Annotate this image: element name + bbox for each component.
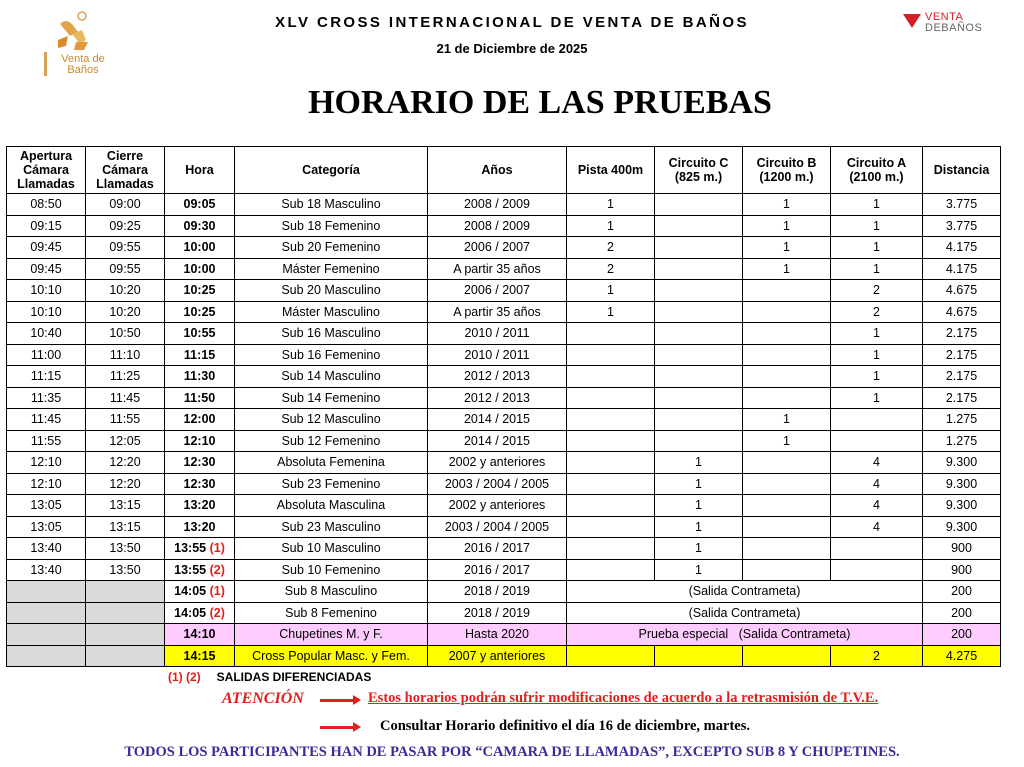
- column-header: Años: [428, 147, 567, 194]
- column-header: Circuito B (1200 m.): [743, 147, 831, 194]
- hora-time: 11:50: [183, 390, 216, 405]
- table-row: [7, 194, 1001, 216]
- cell-apertura: 11:00: [7, 344, 86, 366]
- cell-categoria: Sub 14 Masculino: [235, 366, 428, 388]
- cell-apertura: 13:05: [7, 516, 86, 538]
- cell-apertura: [7, 602, 86, 624]
- hora-time: 09:30: [183, 218, 216, 233]
- hora-mark: (2): [209, 605, 225, 620]
- cell-anos: 2003 / 2004 / 2005: [428, 516, 567, 538]
- hora-time: 13:55: [174, 562, 207, 577]
- cell-hora: [165, 430, 235, 452]
- table-row: [7, 323, 1001, 345]
- cell-anos: 2010 / 2011: [428, 344, 567, 366]
- cell-apertura: 10:40: [7, 323, 86, 345]
- cell-cierre: 11:55: [86, 409, 165, 431]
- schedule-table: [6, 146, 1001, 667]
- cell-categoria: Máster Femenino: [235, 258, 428, 280]
- cell-cierre: 11:25: [86, 366, 165, 388]
- table-row: [7, 581, 1001, 603]
- cell-cierre: 12:05: [86, 430, 165, 452]
- hora-time: 13:55: [174, 541, 207, 556]
- table-row: [7, 258, 1001, 280]
- cell-hora: [165, 624, 235, 646]
- cell-apertura: 11:15: [7, 366, 86, 388]
- cell-circuito-a: 4: [831, 473, 923, 495]
- cell-circuito-c: [655, 215, 743, 237]
- hora-mark: (1): [209, 541, 225, 556]
- cell-circuito-b: 1: [743, 430, 831, 452]
- cell-circuito-a: 2: [831, 301, 923, 323]
- cell-distancia: 2.175: [923, 344, 1001, 366]
- cell-distancia: 4.175: [923, 258, 1001, 280]
- cell-pista: [567, 430, 655, 452]
- hora-time: 14:05: [174, 584, 207, 599]
- cell-pista: 1: [567, 301, 655, 323]
- hora-time: 09:05: [183, 197, 216, 212]
- cell-anos: 2006 / 2007: [428, 280, 567, 302]
- cell-anos: 2016 / 2017: [428, 538, 567, 560]
- table-row: [7, 215, 1001, 237]
- hora-mark: (1): [209, 584, 225, 599]
- hora-time: 12:30: [183, 455, 216, 470]
- cell-cierre: 11:45: [86, 387, 165, 409]
- cell-anos: 2002 y anteriores: [428, 452, 567, 474]
- hora-time: 10:00: [183, 261, 216, 276]
- table-row: [7, 237, 1001, 259]
- cell-anos: 2014 / 2015: [428, 409, 567, 431]
- cell-hora: [165, 645, 235, 667]
- cell-pista: 2: [567, 237, 655, 259]
- column-header: Pista 400m: [567, 147, 655, 194]
- cell-circuito-c: [655, 194, 743, 216]
- cell-distancia: 9.300: [923, 452, 1001, 474]
- cell-cierre: [86, 581, 165, 603]
- cell-distancia: 200: [923, 602, 1001, 624]
- hora-time: 12:10: [183, 433, 216, 448]
- cell-cierre: 10:50: [86, 323, 165, 345]
- cell-distancia: 9.300: [923, 516, 1001, 538]
- cell-circuito-b: 1: [743, 237, 831, 259]
- hora-time: 11:30: [183, 369, 216, 384]
- cell-distancia: 4.275: [923, 645, 1001, 667]
- cell-anos: 2014 / 2015: [428, 430, 567, 452]
- table-row: [7, 430, 1001, 452]
- cell-hora: [165, 258, 235, 280]
- cell-categoria: Absoluta Masculina: [235, 495, 428, 517]
- cell-distancia: 200: [923, 624, 1001, 646]
- cell-circuito-a: 1: [831, 323, 923, 345]
- cell-categoria: Sub 16 Masculino: [235, 323, 428, 345]
- cell-anos: 2016 / 2017: [428, 559, 567, 581]
- cell-pista: 1: [567, 215, 655, 237]
- table-row: [7, 495, 1001, 517]
- cell-circuito-b: [743, 473, 831, 495]
- cell-cierre: 09:55: [86, 237, 165, 259]
- cell-cierre: 09:55: [86, 258, 165, 280]
- cell-circuito-c: 1: [655, 495, 743, 517]
- cell-anos: 2008 / 2009: [428, 194, 567, 216]
- hora-time: 14:05: [174, 605, 207, 620]
- cell-categoria: Sub 20 Femenino: [235, 237, 428, 259]
- cell-pista: [567, 495, 655, 517]
- table-row: [7, 409, 1001, 431]
- cell-categoria: Máster Masculino: [235, 301, 428, 323]
- column-header: Categoría: [235, 147, 428, 194]
- cell-hora: [165, 194, 235, 216]
- cell-anos: 2010 / 2011: [428, 323, 567, 345]
- cell-apertura: 09:45: [7, 237, 86, 259]
- cell-anos: 2012 / 2013: [428, 387, 567, 409]
- cell-anos: A partir 35 años: [428, 301, 567, 323]
- cell-anos: 2008 / 2009: [428, 215, 567, 237]
- cell-pista: [567, 387, 655, 409]
- cell-categoria: Chupetines M. y F.: [235, 624, 428, 646]
- hora-time: 10:55: [183, 326, 216, 341]
- salidas-note: [168, 670, 371, 684]
- cell-hora: [165, 280, 235, 302]
- cell-circuito-b: 1: [743, 409, 831, 431]
- column-header: Apertura Cámara Llamadas: [7, 147, 86, 194]
- cell-hora: [165, 409, 235, 431]
- cell-apertura: 11:45: [7, 409, 86, 431]
- cell-circuito-a: 4: [831, 452, 923, 474]
- cell-distancia: 2.175: [923, 387, 1001, 409]
- cell-circuito-c: 1: [655, 559, 743, 581]
- cell-pista: 2: [567, 258, 655, 280]
- cell-apertura: 13:40: [7, 559, 86, 581]
- cell-apertura: 13:05: [7, 495, 86, 517]
- cell-apertura: 12:10: [7, 452, 86, 474]
- hora-time: 14:10: [183, 627, 216, 642]
- cell-circuito-c: [655, 280, 743, 302]
- cell-circuito-a: 1: [831, 237, 923, 259]
- cell-pista: [567, 559, 655, 581]
- cell-apertura: 09:45: [7, 258, 86, 280]
- cell-circuito-a: 2: [831, 645, 923, 667]
- cell-circuito-a: 1: [831, 344, 923, 366]
- cell-apertura: [7, 624, 86, 646]
- cell-circuito-c: 1: [655, 538, 743, 560]
- cell-circuito-a: 1: [831, 258, 923, 280]
- cell-circuito-a: 1: [831, 366, 923, 388]
- cell-circuito-b: 1: [743, 215, 831, 237]
- cell-cierre: 12:20: [86, 452, 165, 474]
- hora-time: 13:20: [183, 498, 216, 513]
- cell-circuito-b: [743, 387, 831, 409]
- cell-cierre: [86, 624, 165, 646]
- column-header: Distancia: [923, 147, 1001, 194]
- hora-time: 14:15: [183, 648, 216, 663]
- cell-apertura: 10:10: [7, 301, 86, 323]
- cell-anos: 2012 / 2013: [428, 366, 567, 388]
- cell-distancia: 4.675: [923, 280, 1001, 302]
- cell-categoria: Sub 10 Femenino: [235, 559, 428, 581]
- cell-categoria: Sub 20 Masculino: [235, 280, 428, 302]
- cell-circuito-b: 1: [743, 194, 831, 216]
- table-row: [7, 602, 1001, 624]
- table-row: [7, 452, 1001, 474]
- cell-circuito-c: [655, 344, 743, 366]
- cell-circuito-c: 1: [655, 452, 743, 474]
- cell-distancia: 900: [923, 538, 1001, 560]
- cell-cierre: 09:25: [86, 215, 165, 237]
- table-row: [7, 559, 1001, 581]
- column-header: Hora: [165, 147, 235, 194]
- cell-apertura: [7, 581, 86, 603]
- cell-cierre: [86, 645, 165, 667]
- event-date: 21 de Diciembre de 2025: [436, 41, 588, 56]
- cell-anos: 2018 / 2019: [428, 581, 567, 603]
- cell-circuito-b: 1: [743, 258, 831, 280]
- cell-anos: 2002 y anteriores: [428, 495, 567, 517]
- cell-anos: 2018 / 2019: [428, 602, 567, 624]
- cell-circuito-b: [743, 452, 831, 474]
- cell-cierre: 13:50: [86, 538, 165, 560]
- cell-distancia: 9.300: [923, 495, 1001, 517]
- cell-circuito-c: [655, 301, 743, 323]
- cell-circuito-a: [831, 559, 923, 581]
- table-body: [7, 194, 1001, 667]
- cell-circuitos-merged: Prueba especial (Salida Contrameta): [567, 624, 923, 646]
- cell-categoria: Sub 8 Femenino: [235, 602, 428, 624]
- cell-pista: [567, 473, 655, 495]
- cell-anos: Hasta 2020: [428, 624, 567, 646]
- cell-apertura: 12:10: [7, 473, 86, 495]
- cell-circuitos-merged: (Salida Contrameta): [567, 602, 923, 624]
- cell-circuito-b: [743, 645, 831, 667]
- salidas-text: SALIDAS DIFERENCIADAS: [216, 670, 372, 684]
- cell-categoria: Cross Popular Masc. y Fem.: [235, 645, 428, 667]
- cell-anos: 2003 / 2004 / 2005: [428, 473, 567, 495]
- cell-distancia: 4.675: [923, 301, 1001, 323]
- cell-pista: [567, 409, 655, 431]
- hora-time: 12:00: [183, 412, 216, 427]
- cell-anos: 2007 y anteriores: [428, 645, 567, 667]
- attention-arrow-icon: [320, 699, 354, 702]
- cell-categoria: Sub 23 Femenino: [235, 473, 428, 495]
- cell-circuito-c: [655, 645, 743, 667]
- cell-apertura: 11:35: [7, 387, 86, 409]
- cell-hora: [165, 581, 235, 603]
- cell-apertura: 09:15: [7, 215, 86, 237]
- cell-apertura: 10:10: [7, 280, 86, 302]
- logo-text: Venta de Baños: [61, 53, 105, 76]
- cell-categoria: Sub 12 Masculino: [235, 409, 428, 431]
- table-row: [7, 645, 1001, 667]
- cell-apertura: 08:50: [7, 194, 86, 216]
- cell-circuito-b: [743, 516, 831, 538]
- cell-hora: [165, 452, 235, 474]
- cell-pista: [567, 366, 655, 388]
- table-row: [7, 280, 1001, 302]
- cell-hora: [165, 516, 235, 538]
- table-row: [7, 387, 1001, 409]
- cell-categoria: Sub 23 Masculino: [235, 516, 428, 538]
- cell-categoria: Sub 18 Masculino: [235, 194, 428, 216]
- cell-hora: [165, 323, 235, 345]
- hora-time: 13:20: [183, 519, 216, 534]
- cell-cierre: 13:50: [86, 559, 165, 581]
- cell-distancia: 2.175: [923, 323, 1001, 345]
- hora-time: 10:00: [183, 240, 216, 255]
- hora-time: 12:30: [183, 476, 216, 491]
- cell-cierre: 13:15: [86, 495, 165, 517]
- brand-text-bottom: DEBAÑOS: [925, 22, 983, 34]
- cell-circuito-c: [655, 323, 743, 345]
- cell-categoria: Sub 8 Masculino: [235, 581, 428, 603]
- cell-circuito-c: [655, 366, 743, 388]
- table-row: [7, 516, 1001, 538]
- consult-arrow-icon: [320, 726, 354, 729]
- cell-circuito-b: [743, 495, 831, 517]
- brand-text-top: VENTA: [925, 11, 964, 23]
- cell-circuito-c: [655, 258, 743, 280]
- cell-circuito-b: [743, 538, 831, 560]
- attention-label: ATENCIÓN: [222, 690, 304, 707]
- footer-notice: TODOS LOS PARTICIPANTES HAN DE PASAR POR “CAMARA DE LLAMADAS”, EXCEPTO SUB 8 Y CHUPETINES.: [124, 744, 900, 760]
- cell-cierre: 10:20: [86, 280, 165, 302]
- cell-hora: [165, 344, 235, 366]
- table-row: [7, 473, 1001, 495]
- cell-cierre: 10:20: [86, 301, 165, 323]
- cell-distancia: 3.775: [923, 194, 1001, 216]
- cell-hora: [165, 301, 235, 323]
- table-row: [7, 538, 1001, 560]
- consult-text: Consultar Horario definitivo el día 16 de diciembre, martes.: [380, 718, 750, 734]
- cell-hora: [165, 473, 235, 495]
- cell-apertura: [7, 645, 86, 667]
- cell-cierre: [86, 602, 165, 624]
- cell-circuito-a: [831, 430, 923, 452]
- cell-categoria: Sub 16 Femenino: [235, 344, 428, 366]
- cell-pista: 1: [567, 280, 655, 302]
- event-title: XLV CROSS INTERNACIONAL DE VENTA DE BAÑOS: [275, 14, 749, 31]
- cell-circuito-b: [743, 280, 831, 302]
- cell-pista: [567, 516, 655, 538]
- cell-hora: [165, 559, 235, 581]
- cell-anos: 2006 / 2007: [428, 237, 567, 259]
- cell-categoria: Sub 10 Masculino: [235, 538, 428, 560]
- cell-hora: [165, 387, 235, 409]
- cell-circuito-b: [743, 559, 831, 581]
- cell-hora: [165, 495, 235, 517]
- cell-categoria: Sub 14 Femenino: [235, 387, 428, 409]
- cell-distancia: 1.275: [923, 409, 1001, 431]
- cell-circuito-b: [743, 301, 831, 323]
- table-row: [7, 366, 1001, 388]
- cell-circuito-c: [655, 409, 743, 431]
- cell-distancia: 2.175: [923, 366, 1001, 388]
- hora-time: 10:25: [183, 304, 216, 319]
- cell-circuito-b: [743, 323, 831, 345]
- cell-categoria: Sub 12 Femenino: [235, 430, 428, 452]
- salidas-marks: (1) (2): [168, 670, 201, 684]
- cell-pista: [567, 344, 655, 366]
- cell-circuito-a: [831, 538, 923, 560]
- column-header: Circuito A (2100 m.): [831, 147, 923, 194]
- cell-distancia: 1.275: [923, 430, 1001, 452]
- hora-time: 10:25: [183, 283, 216, 298]
- table-header-row: [7, 147, 1001, 194]
- cell-distancia: 200: [923, 581, 1001, 603]
- cell-categoria: Sub 18 Femenino: [235, 215, 428, 237]
- cell-pista: 1: [567, 194, 655, 216]
- cell-circuito-a: 1: [831, 194, 923, 216]
- table-row: [7, 344, 1001, 366]
- table-row: [7, 301, 1001, 323]
- cell-circuito-c: 1: [655, 516, 743, 538]
- column-header: Cierre Cámara Llamadas: [86, 147, 165, 194]
- cell-apertura: 13:40: [7, 538, 86, 560]
- cell-apertura: 11:55: [7, 430, 86, 452]
- attention-text: Estos horarios podrán sufrir modificaciones de acuerdo a la retrasmisión de T.V.E.: [368, 690, 879, 706]
- cell-distancia: 4.175: [923, 237, 1001, 259]
- cell-circuito-a: 4: [831, 495, 923, 517]
- cell-circuito-c: [655, 237, 743, 259]
- cell-circuito-b: [743, 344, 831, 366]
- cell-pista: [567, 323, 655, 345]
- cell-cierre: 09:00: [86, 194, 165, 216]
- cell-circuito-a: 4: [831, 516, 923, 538]
- cell-circuitos-merged: (Salida Contrameta): [567, 581, 923, 603]
- table-row: [7, 624, 1001, 646]
- cell-circuito-c: 1: [655, 473, 743, 495]
- column-header: Circuito C (825 m.): [655, 147, 743, 194]
- cell-hora: [165, 237, 235, 259]
- cell-anos: A partir 35 años: [428, 258, 567, 280]
- hora-time: 11:15: [183, 347, 216, 362]
- cell-circuito-b: [743, 366, 831, 388]
- cell-circuito-a: 2: [831, 280, 923, 302]
- cell-hora: [165, 215, 235, 237]
- cell-pista: [567, 645, 655, 667]
- hora-mark: (2): [209, 562, 225, 577]
- cell-cierre: 13:15: [86, 516, 165, 538]
- cell-circuito-c: [655, 387, 743, 409]
- cell-circuito-c: [655, 430, 743, 452]
- cell-cierre: 12:20: [86, 473, 165, 495]
- cell-circuito-a: 1: [831, 387, 923, 409]
- cell-circuito-a: [831, 409, 923, 431]
- cell-distancia: 9.300: [923, 473, 1001, 495]
- cell-circuito-a: 1: [831, 215, 923, 237]
- cell-pista: [567, 452, 655, 474]
- cell-hora: [165, 538, 235, 560]
- cell-categoria: Absoluta Femenina: [235, 452, 428, 474]
- cell-hora: [165, 602, 235, 624]
- page-title: HORARIO DE LAS PRUEBAS: [308, 84, 772, 121]
- cell-hora: [165, 366, 235, 388]
- cell-cierre: 11:10: [86, 344, 165, 366]
- cell-distancia: 900: [923, 559, 1001, 581]
- cell-pista: [567, 538, 655, 560]
- cell-distancia: 3.775: [923, 215, 1001, 237]
